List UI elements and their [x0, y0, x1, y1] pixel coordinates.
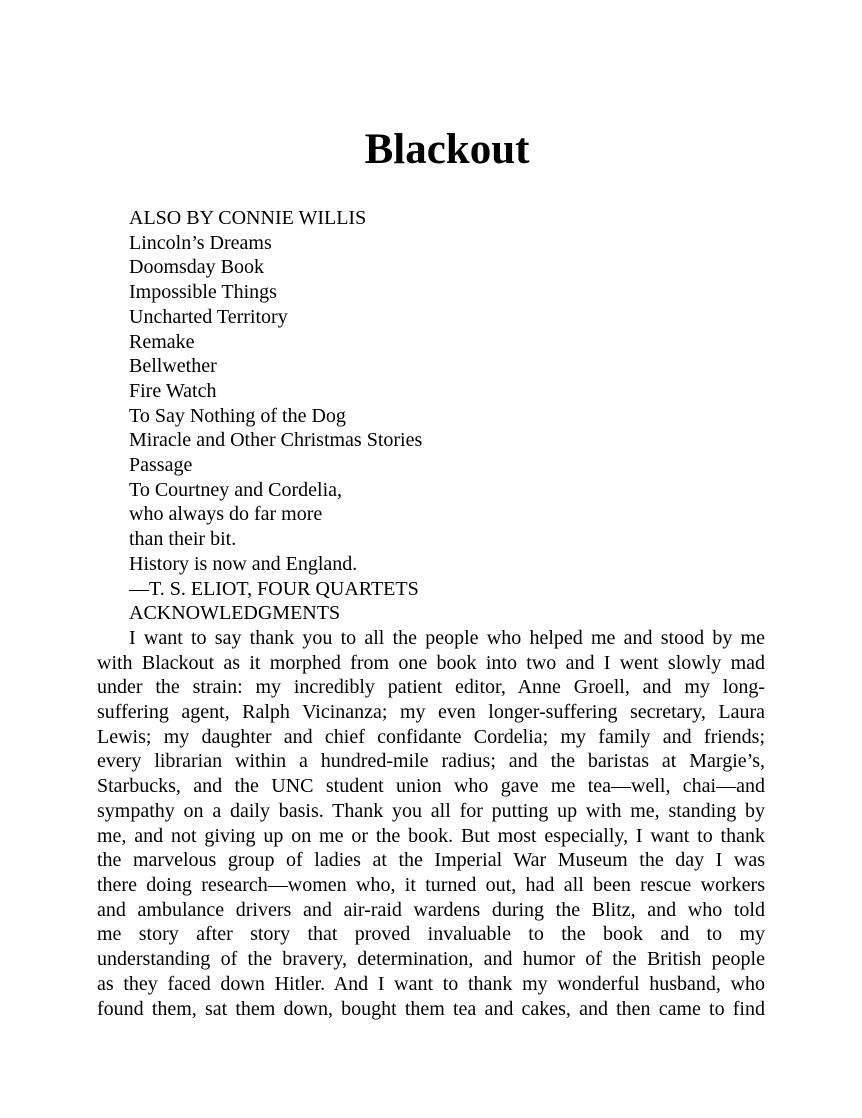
paragraph-line: under the strain: my incredibly patient editor, Anne Groell, and my long- [97, 676, 765, 699]
front-matter-line: ALSO BY CONNIE WILLIS [129, 207, 367, 229]
acknowledgments-paragraph [97, 626, 765, 1021]
front-matter-line: Doomsday Book [129, 256, 264, 279]
paragraph-line: Starbucks, and the UNC student union who gave me tea—well, chai—and [97, 775, 765, 798]
front-matter-line: Impossible Things [129, 281, 277, 304]
front-matter-list [97, 206, 765, 626]
front-matter-line: To Courtney and Cordelia, [129, 478, 342, 501]
front-matter-line: To Say Nothing of the Dog [129, 404, 346, 427]
paragraph-line: sympathy on a daily basis. Thank you all for putting up with me, standing by [97, 799, 765, 822]
front-matter-line: Lincoln’s Dreams [129, 231, 272, 254]
front-matter-line: Bellwether [129, 355, 217, 378]
paragraph-line: Lewis; my daughter and chief confidante Cordelia; my family and friends; [97, 725, 765, 748]
paragraph-line: me story after story that proved invaluable to the book and to my [97, 923, 765, 946]
paragraph-line: there doing research—women who, it turned out, had all been rescue workers [97, 873, 765, 896]
paragraph-line: with Blackout as it morphed from one book into two and I went slowly mad [97, 651, 765, 674]
paragraph-line: every librarian within a hundred-mile radius; and the baristas at Margie’s, [97, 750, 765, 773]
paragraph-line: found them, sat them down, bought them tea and cakes, and then came to find [97, 997, 765, 1020]
paragraph-line: as they faced down Hitler. And I want to thank my wonderful husband, who [97, 972, 765, 995]
front-matter-line: —T. S. ELIOT, FOUR QUARTETS [129, 577, 419, 600]
front-matter-line: Uncharted Territory [129, 305, 288, 328]
paragraph-line: suffering agent, Ralph Vicinanza; my even longer-suffering secretary, Laura [97, 701, 765, 724]
front-matter-line: ACKNOWLEDGMENTS [129, 602, 341, 625]
front-matter-line: Fire Watch [129, 379, 217, 402]
front-matter-line: than their bit. [129, 528, 237, 551]
paragraph-line: and ambulance drivers and air-raid wardens during the Blitz, and who told [97, 898, 765, 921]
front-matter-line: Remake [129, 330, 195, 353]
front-matter-line: Passage [129, 454, 193, 477]
book-title: Blackout [364, 126, 530, 173]
paragraph-line: I want to say thank you to all the people who helped me and stood by me [129, 626, 765, 649]
paragraph-line: me, and not giving up on me or the book. But most especially, I want to thank [97, 824, 765, 847]
front-matter-line: who always do far more [129, 503, 323, 526]
paragraph-line: understanding of the bravery, determination, and humor of the British people [97, 948, 765, 971]
front-matter-line: Miracle and Other Christmas Stories [129, 429, 423, 452]
front-matter-line: History is now and England. [129, 552, 358, 575]
paragraph-line: the marvelous group of ladies at the Imperial War Museum the day I was [97, 849, 765, 872]
page-content [97, 206, 765, 1021]
